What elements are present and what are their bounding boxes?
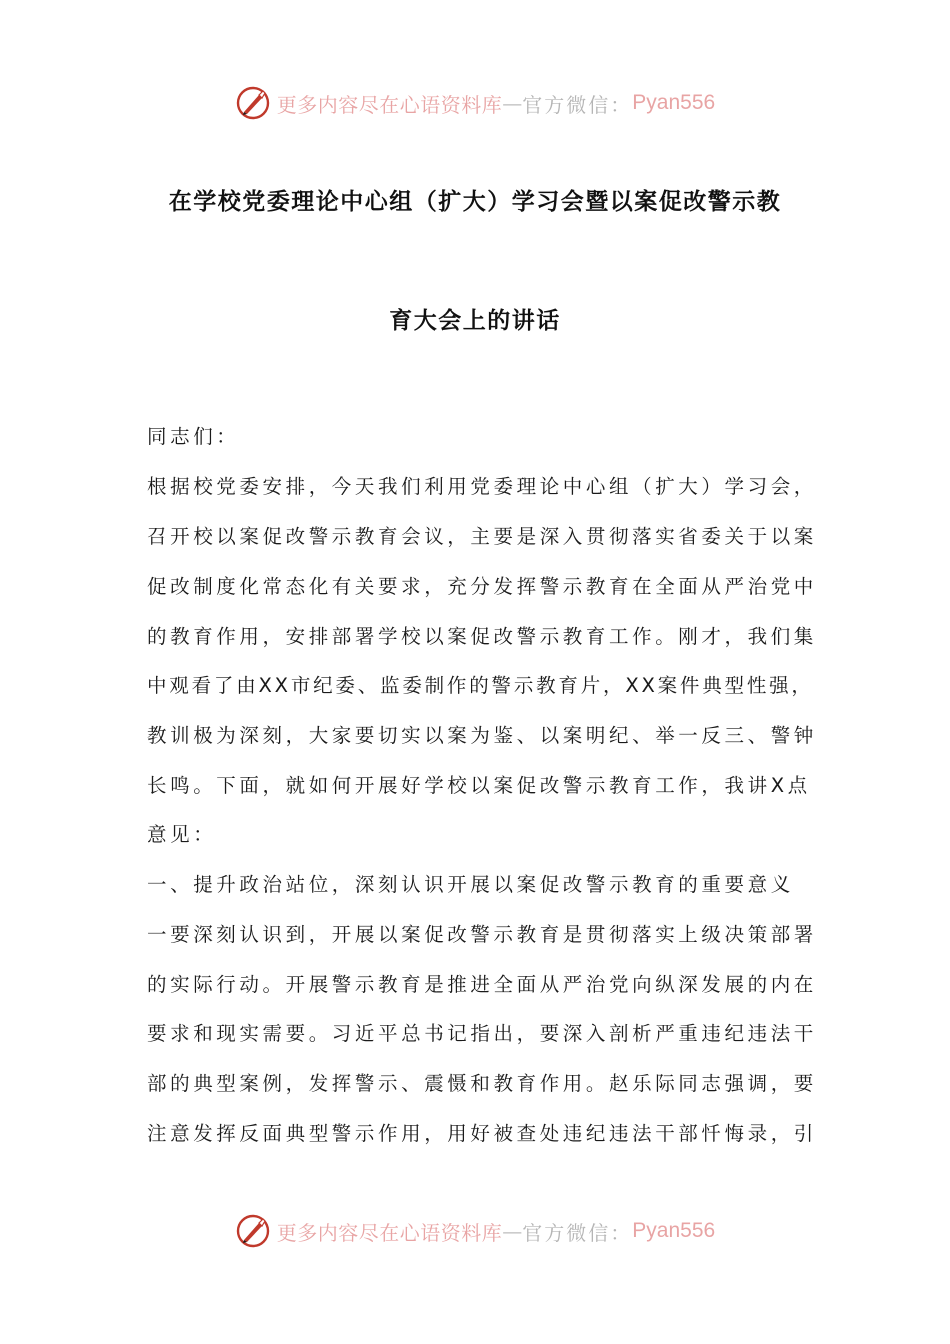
body-line: 的教育作用，安排部署学校以案促改警示教育工作。刚才，我们集	[147, 625, 817, 648]
body-line: 的实际行动。开展警示教育是推进全面从严治党向纵深发展的内在	[147, 973, 817, 996]
body-line: 注意发挥反面典型警示作用，用好被查处违纪违法干部忏悔录，引	[147, 1122, 817, 1145]
body-line: 一要深刻认识到，开展以案促改警示教育是贯彻落实上级决策部署	[147, 923, 817, 946]
body-line: 部的典型案例，发挥警示、震慑和教育作用。赵乐际同志强调，要	[147, 1072, 817, 1095]
body-line: 促改制度化常态化有关要求，充分发挥警示教育在全面从严治党中	[147, 575, 817, 598]
document-title-line-1: 在学校党委理论中心组（扩大）学习会暨以案促改警示教	[168, 189, 782, 215]
header-watermark	[0, 83, 950, 123]
salutation: 同志们：	[147, 425, 240, 448]
document-title-line-2: 育大会上的讲话	[389, 308, 561, 334]
body-line: 根据校党委安排，今天我们利用党委理论中心组（扩大）学习会，	[147, 475, 817, 498]
body-line: 长鸣。下面，就如何开展好学校以案促改警示教育工作，我讲X点	[147, 774, 811, 797]
watermark-label: 官方微信：	[522, 92, 633, 117]
watermark-text: 更多内容尽在心语资料库	[276, 92, 503, 117]
body-line: 要求和现实需要。习近平总书记指出，要深入剖析严重违纪违法干	[147, 1022, 817, 1045]
body-line: 召开校以案促改警示教育会议，主要是深入贯彻落实省委关于以案	[147, 525, 817, 548]
watermark-label: 官方微信：	[522, 1220, 633, 1245]
body-line: 意见：	[147, 823, 217, 846]
footer-watermark	[0, 1211, 950, 1251]
watermark-separator: —	[502, 1219, 523, 1243]
watermark-wechat-id: Pyan556	[632, 1219, 716, 1242]
pen-logo-icon	[235, 1213, 271, 1249]
watermark-separator: —	[502, 91, 523, 115]
watermark-text: 更多内容尽在心语资料库	[276, 1220, 503, 1245]
section-heading: 一、提升政治站位，深刻认识开展以案促改警示教育的重要意义	[147, 873, 794, 896]
body-line: 教训极为深刻，大家要切实以案为鉴、以案明纪、举一反三、警钟	[147, 724, 817, 747]
body-line: 中观看了由XX市纪委、监委制作的警示教育片，XX案件典型性强，	[147, 674, 814, 697]
pen-logo-icon	[235, 85, 271, 121]
watermark-wechat-id: Pyan556	[632, 91, 716, 114]
